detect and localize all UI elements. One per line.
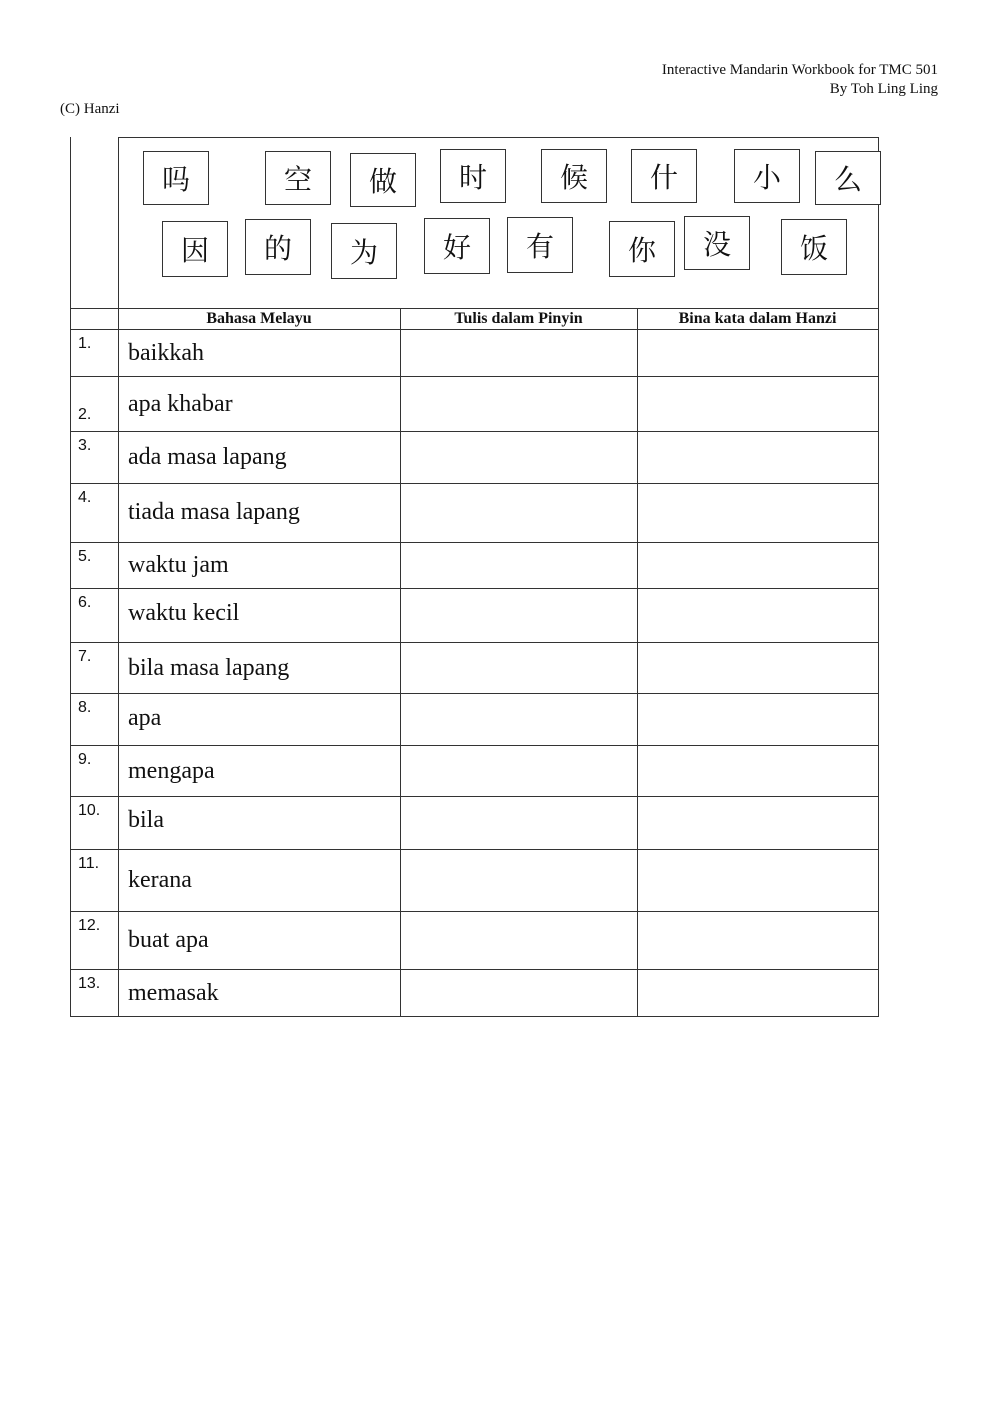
pinyin-answer-field[interactable] [402, 851, 635, 910]
pinyin-answer-field[interactable] [402, 913, 635, 968]
row-number: 11. [78, 855, 100, 872]
character-tile-fan[interactable]: 饭 [781, 219, 847, 275]
row-divider [70, 849, 879, 850]
hanzi-drop-zone[interactable] [639, 644, 876, 692]
row-number: 12. [78, 917, 101, 934]
hanzi-drop-zone[interactable] [639, 331, 876, 375]
pinyin-answer-field[interactable] [402, 747, 635, 795]
pinyin-answer-field[interactable] [402, 378, 635, 430]
row-number: 1. [78, 335, 92, 352]
table-border-top [118, 137, 879, 138]
row-divider [70, 329, 879, 330]
hanzi-drop-zone[interactable] [639, 485, 876, 541]
row-divider [70, 376, 879, 377]
row-divider [70, 911, 879, 912]
row-divider [70, 969, 879, 970]
table-border-bottom [70, 1016, 879, 1017]
malay-word: bila [128, 807, 164, 833]
character-tile-hou[interactable]: 候 [541, 149, 607, 203]
character-tile-ma[interactable]: 吗 [143, 151, 209, 205]
character-tile-xiao[interactable]: 小 [734, 149, 800, 203]
pinyin-answer-field[interactable] [402, 644, 635, 692]
character-tile-ni[interactable]: 你 [609, 221, 675, 277]
malay-word: apa [128, 705, 162, 731]
character-tile-zuo[interactable]: 做 [350, 153, 416, 207]
number-column-divider [118, 137, 119, 1017]
author-credit: By Toh Ling Ling [829, 81, 938, 97]
malay-word: waktu jam [128, 552, 229, 578]
character-tile-kong[interactable]: 空 [265, 151, 331, 205]
row-number: 10. [78, 802, 101, 819]
row-number: 9. [78, 751, 92, 768]
malay-word: buat apa [128, 927, 209, 953]
hanzi-drop-zone[interactable] [639, 851, 876, 910]
hanzi-drop-zone[interactable] [639, 747, 876, 795]
pinyin-answer-field[interactable] [402, 695, 635, 744]
hanzi-drop-zone[interactable] [639, 798, 876, 848]
workbook-title: Interactive Mandarin Workbook for TMC 501 [661, 62, 938, 78]
pinyin-answer-field[interactable] [402, 544, 635, 587]
character-tile-wei[interactable]: 为 [331, 223, 397, 279]
character-tile-de[interactable]: 的 [245, 219, 311, 275]
row-number: 4. [78, 489, 92, 506]
row-number: 2. [78, 406, 92, 423]
hanzi-drop-zone[interactable] [639, 378, 876, 430]
malay-word: tiada masa lapang [128, 499, 300, 525]
row-number: 6. [78, 594, 92, 611]
pinyin-answer-field[interactable] [402, 433, 635, 482]
column-header-malay: Bahasa Melayu [206, 310, 312, 327]
hanzi-drop-zone[interactable] [639, 433, 876, 482]
row-number: 13. [78, 975, 101, 992]
malay-word: mengapa [128, 758, 215, 784]
pinyin-answer-field[interactable] [402, 971, 635, 1015]
character-tile-shi[interactable]: 时 [440, 149, 506, 203]
section-label: (C) Hanzi [60, 101, 120, 117]
malay-word: waktu kecil [128, 600, 240, 626]
pinyin-answer-field[interactable] [402, 331, 635, 375]
row-divider [70, 642, 879, 643]
row-number: 8. [78, 699, 92, 716]
row-divider [70, 796, 879, 797]
row-divider [70, 693, 879, 694]
hanzi-drop-zone[interactable] [639, 695, 876, 744]
character-tile-you[interactable]: 有 [507, 217, 573, 273]
row-divider [70, 431, 879, 432]
pinyin-answer-field[interactable] [402, 485, 635, 541]
row-divider [70, 745, 879, 746]
row-number: 7. [78, 648, 92, 665]
character-tile-hao[interactable]: 好 [424, 218, 490, 274]
hanzi-drop-zone[interactable] [639, 971, 876, 1015]
character-tile-me[interactable]: 么 [815, 151, 881, 205]
row-divider [70, 588, 879, 589]
pinyin-answer-field[interactable] [402, 798, 635, 848]
malay-word: baikkah [128, 340, 204, 366]
row-divider [70, 542, 879, 543]
hanzi-drop-zone[interactable] [639, 913, 876, 968]
column-header-hanzi: Bina kata dalam Hanzi [678, 310, 837, 327]
malay-word: kerana [128, 867, 192, 893]
hanzi-drop-zone[interactable] [639, 544, 876, 587]
row-number: 5. [78, 548, 92, 565]
table-border-left [70, 137, 71, 1017]
character-tile-shen[interactable]: 什 [631, 149, 697, 203]
character-tile-mei[interactable]: 没 [684, 216, 750, 270]
malay-word: ada masa lapang [128, 444, 287, 470]
row-number: 3. [78, 437, 92, 454]
malay-word: bila masa lapang [128, 655, 290, 681]
character-tile-yin[interactable]: 因 [162, 221, 228, 277]
pinyin-answer-field[interactable] [402, 590, 635, 641]
malay-word: memasak [128, 980, 219, 1006]
hanzi-drop-zone[interactable] [639, 590, 876, 641]
row-divider [70, 483, 879, 484]
table-border-right [878, 137, 879, 1017]
column-header-pinyin: Tulis dalam Pinyin [454, 310, 583, 327]
malay-word: apa khabar [128, 391, 233, 417]
